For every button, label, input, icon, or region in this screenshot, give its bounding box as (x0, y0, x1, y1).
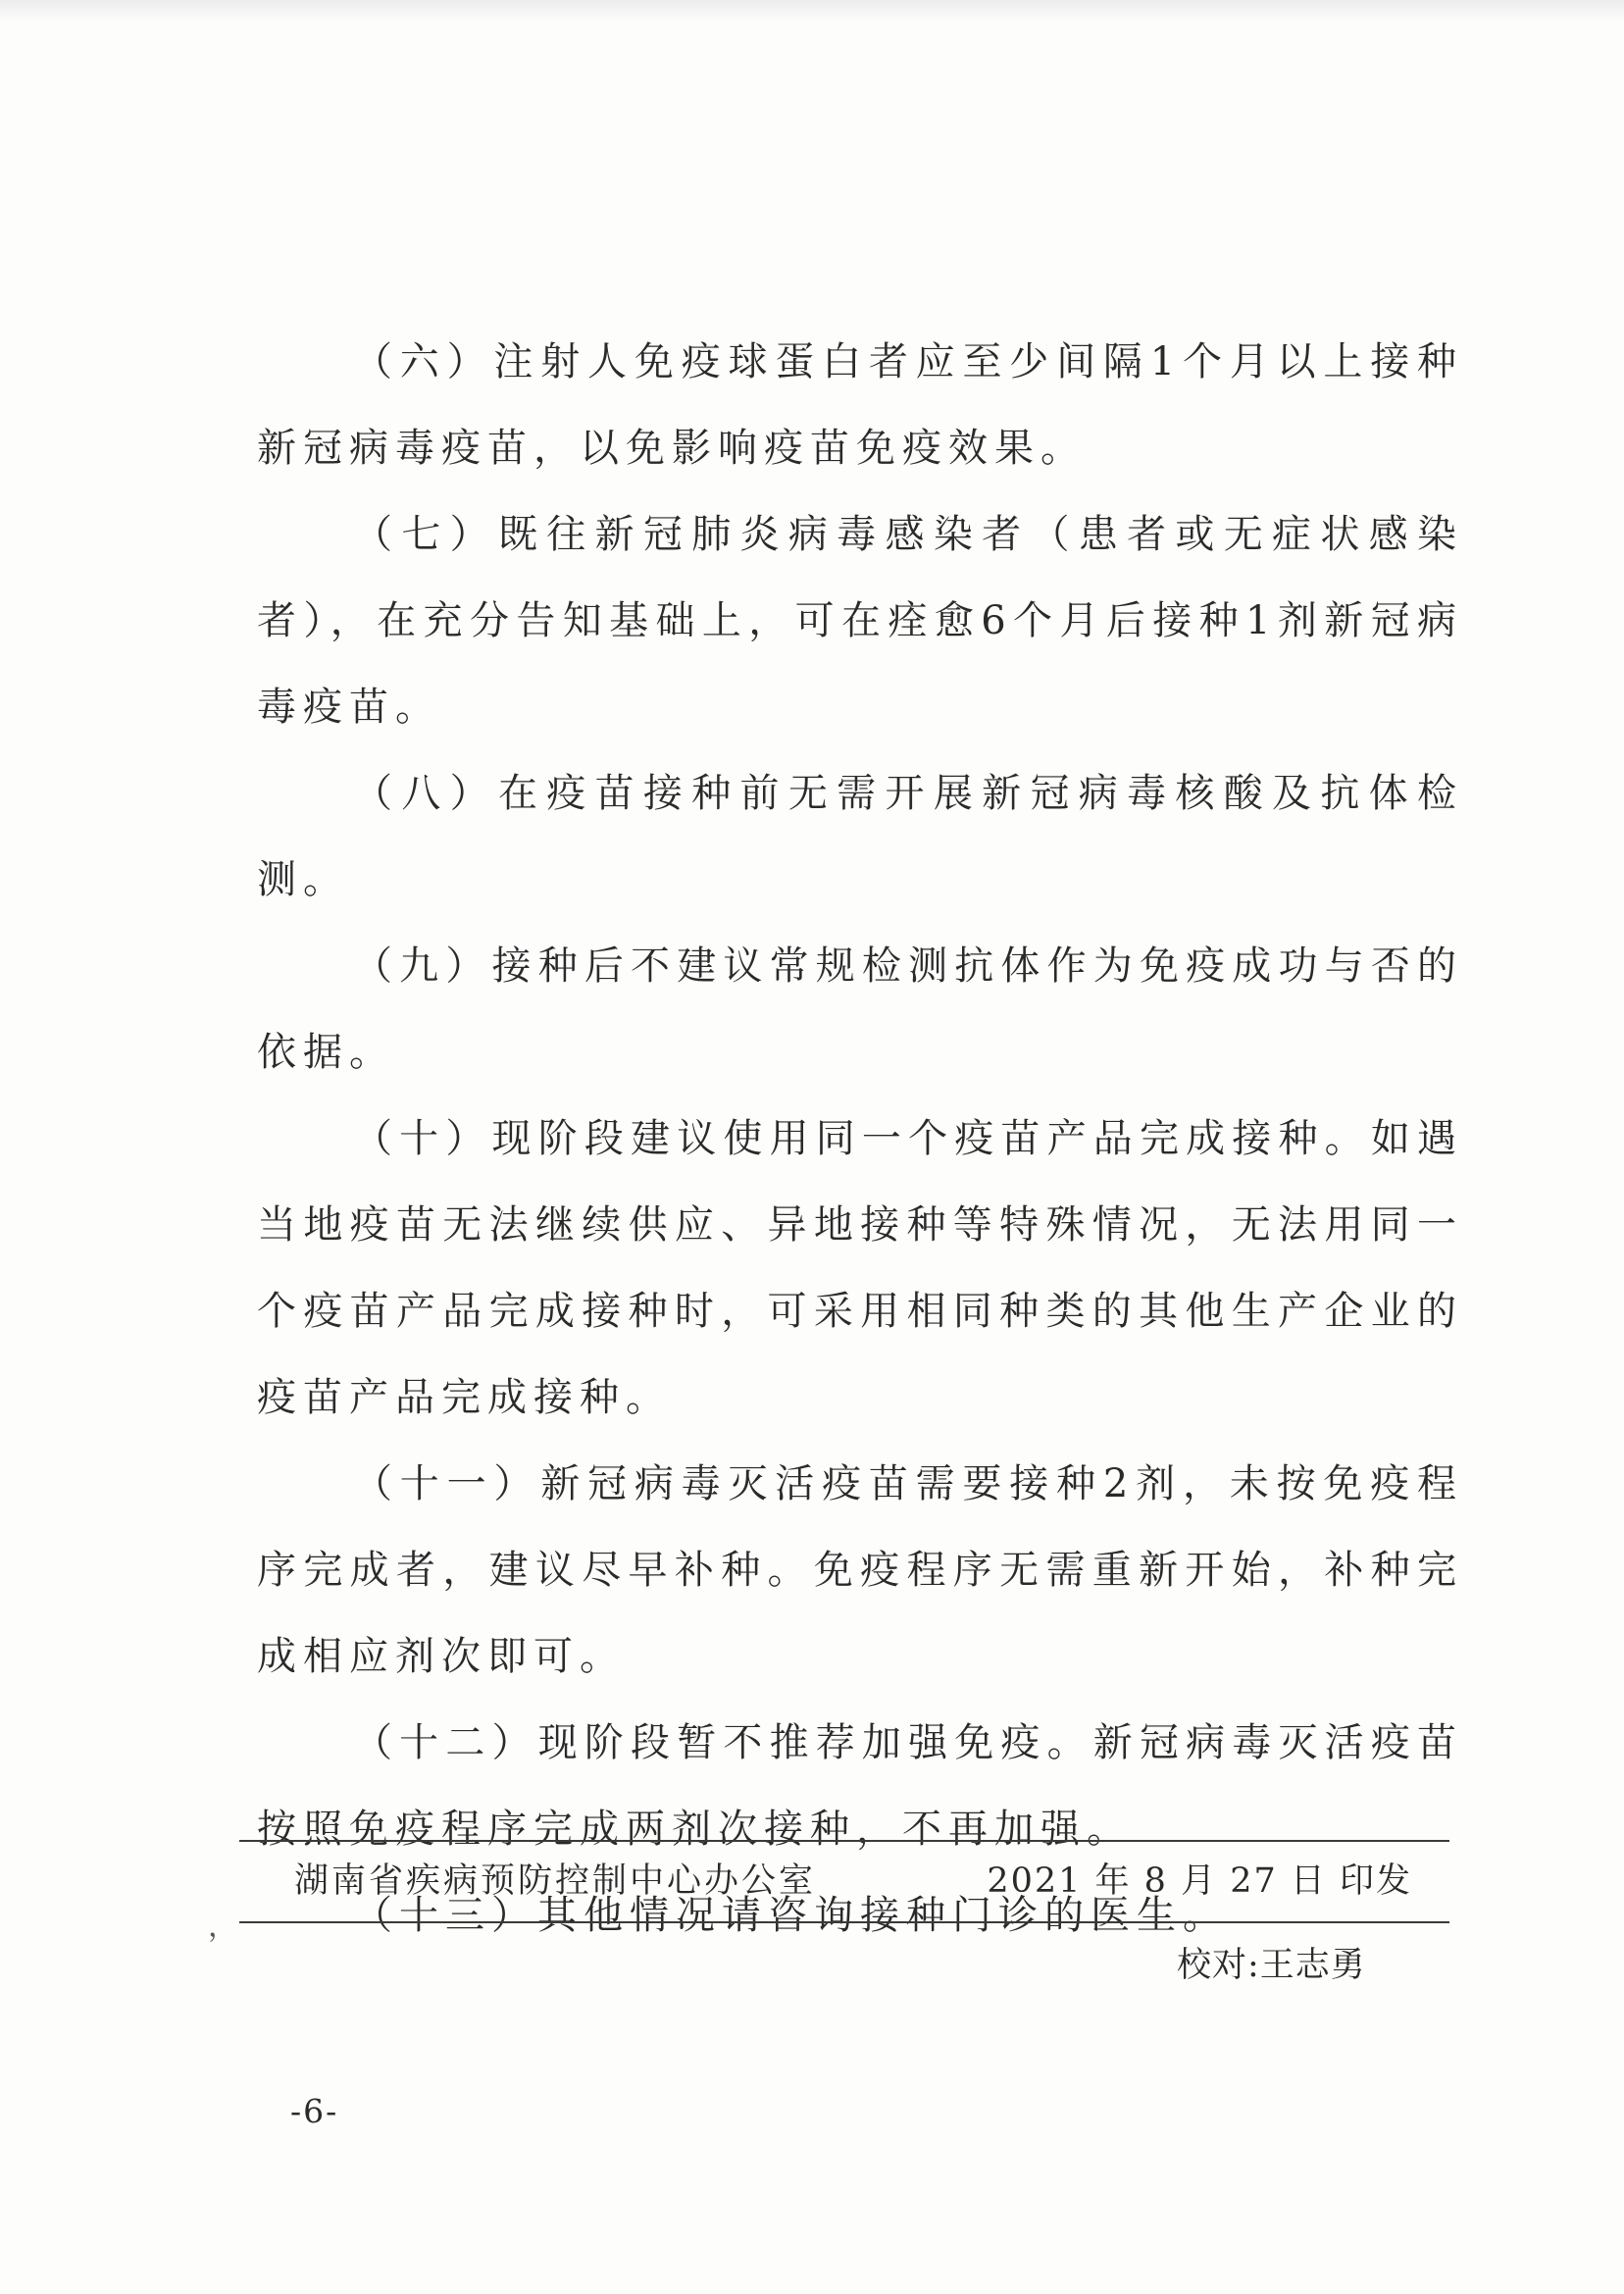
issue-date: 2021 年 8 月 27 日 印发 (987, 1861, 1412, 1901)
paragraph-8: （八）在疫苗接种前无需开展新冠病毒核酸及抗体检测。 (257, 771, 1463, 902)
footer-issuance-row (294, 1854, 1412, 1909)
paragraph-9: （九）接种后不建议常规检测抗体作为免疫成功与否的依据。 (257, 943, 1463, 1075)
proofreader: 校对:王志勇 (1177, 1946, 1366, 1985)
issuing-office: 湖南省疾病预防控制中心办公室 (294, 1861, 817, 1901)
document-body (208, 319, 1463, 1959)
paragraph-13: （十三）其他情况请咨询接种门诊的医生。 (353, 1893, 1229, 1938)
stray-scan-mark: ， (208, 1910, 237, 1944)
footer-rule-bottom (239, 1921, 1449, 1923)
page-number: -6- (290, 2092, 339, 2130)
paragraph-10: （十）现阶段建议使用同一个疫苗产品完成接种。如遇当地疫苗无法继续供应、异地接种等特殊情况，无法用同一个疫苗产品完成接种时，可采用相同种类的其他生产企业的疫苗产品完成接种。 (257, 1116, 1463, 1420)
footer-rule-top (239, 1840, 1449, 1842)
paragraph-12: （十二）现阶段暂不推荐加强免疫。新冠病毒灭活疫苗按照免疫程序完成两剂次接种，不再加强。 (257, 1720, 1463, 1852)
paragraph-6: （六）注射人免疫球蛋白者应至少间隔1个月以上接种新冠病毒疫苗，以免影响疫苗免疫效果。 (257, 339, 1463, 471)
scan-edge-shadow (0, 0, 1624, 22)
paragraph-7: （七）既往新冠肺炎病毒感染者（患者或无症状感染者），在充分告知基础上，可在痊愈6个月后接种1剂新冠病毒疫苗。 (257, 512, 1463, 730)
paragraph-11: （十一）新冠病毒灭活疫苗需要接种2剂，未按免疫程序完成者，建议尽早补种。免疫程序无需重新开始，补种完成相应剂次即可。 (257, 1461, 1463, 1679)
